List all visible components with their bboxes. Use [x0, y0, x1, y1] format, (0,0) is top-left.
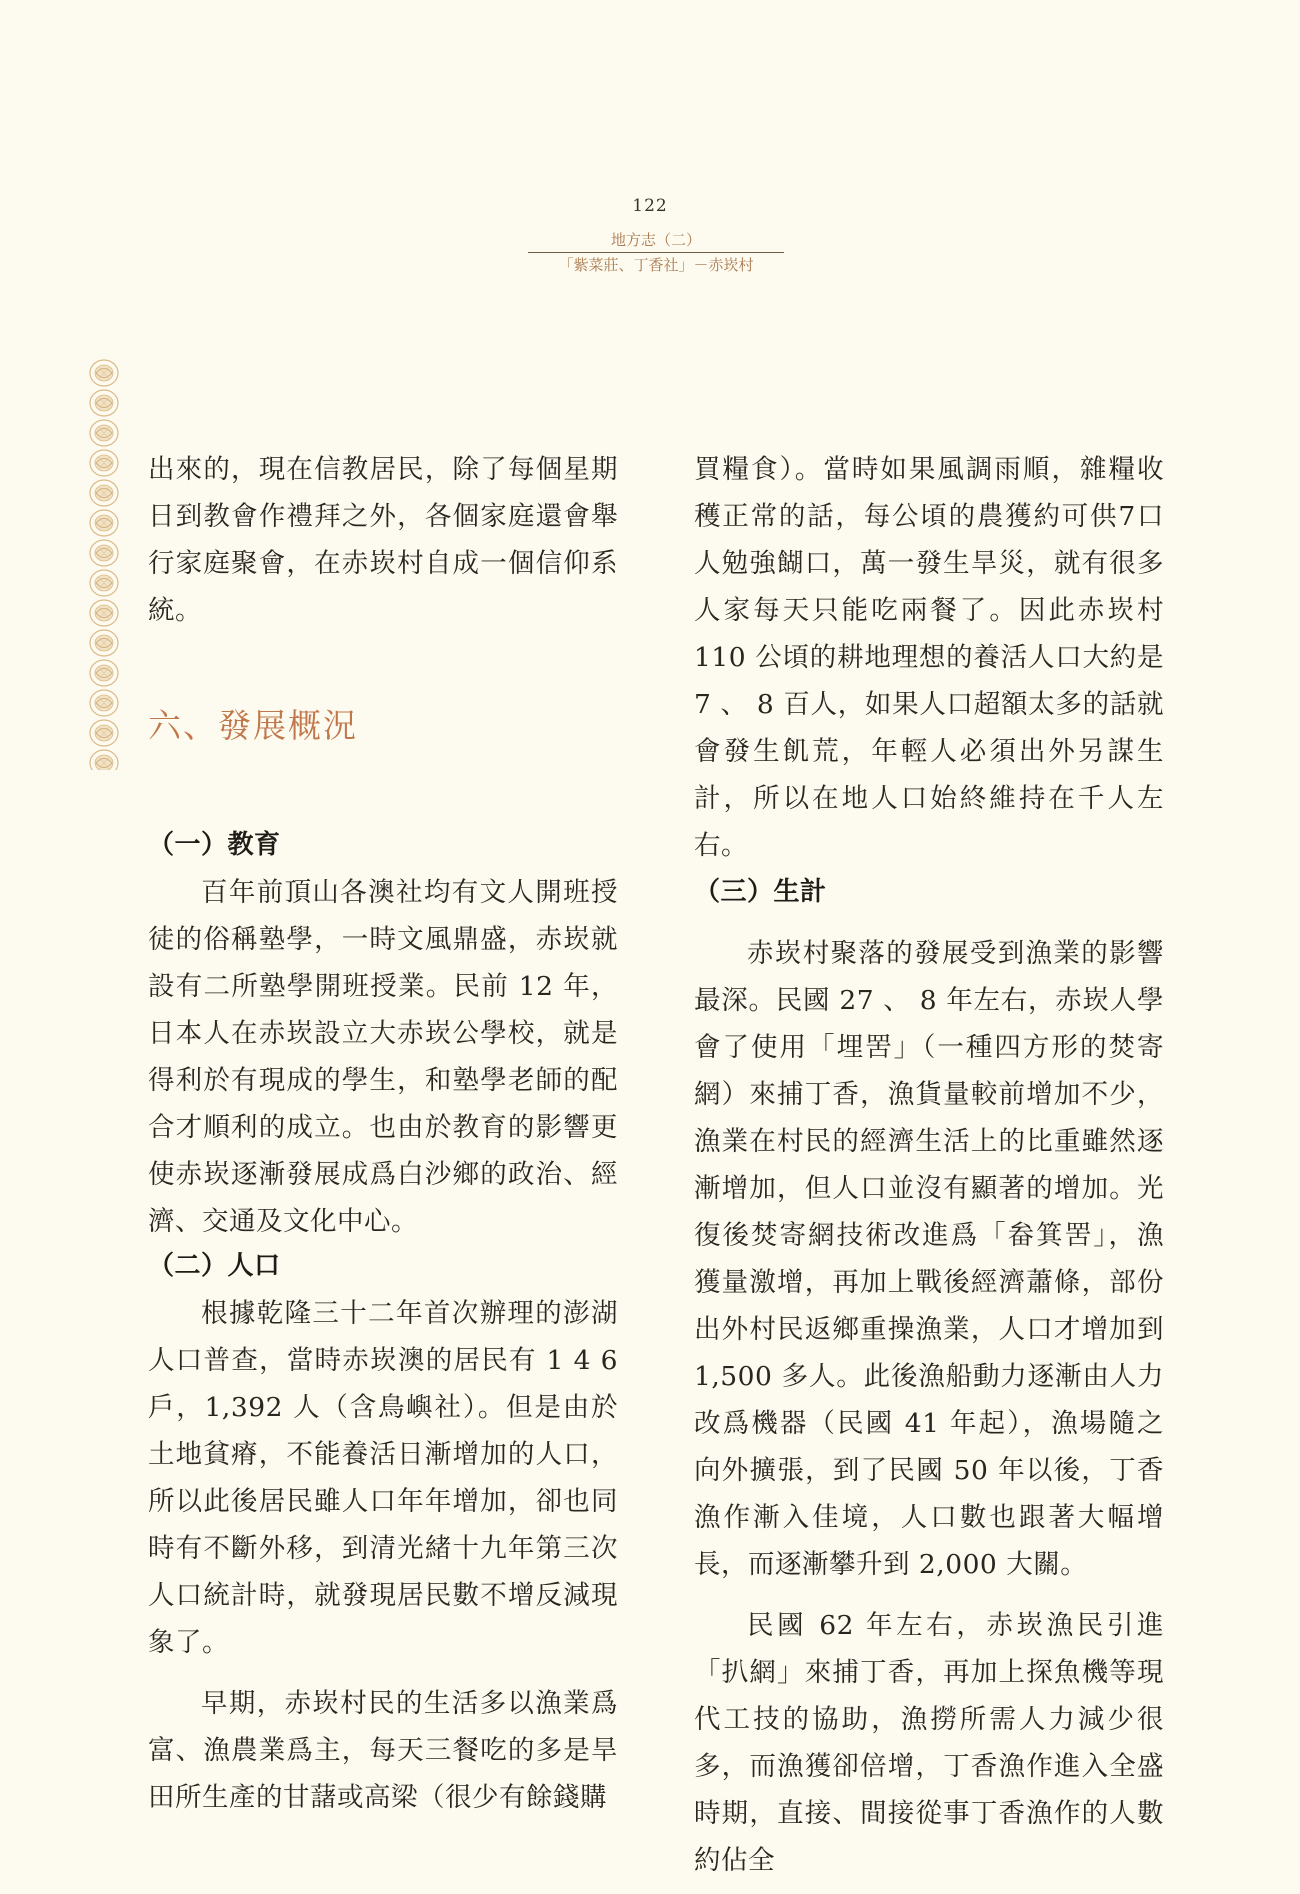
paragraph: 早期，赤崁村民的生活多以漁業爲富、漁農業爲主，每天三餐吃的多是旱田所生產的甘藷或高梁（很少有餘錢購	[148, 1688, 618, 1813]
decorative-ornament-icon	[86, 358, 122, 770]
running-header	[528, 230, 784, 275]
header-title: 地方志（二）	[610, 231, 701, 249]
left-column	[148, 446, 618, 1821]
paragraph: 民國 62 年左右，赤崁漁民引進「扒網」來捕丁香，再加上探魚機等現代工技的協助，漁撈所需人力減少很多，而漁獲卻倍增，丁香漁作進入全盛時期，直接、間接從事丁香漁作的人數約佔全	[694, 1610, 1164, 1876]
subheading-population: （二）人口	[148, 1251, 281, 1281]
section-title: 六、發展概況	[148, 706, 358, 745]
paragraph: 買糧食）。當時如果風調雨順，雜糧收穫正常的話，每公頃的農獲約可供7口人勉強餬口，萬一發生旱災，就有很多人家每天只能吃兩餐了。因此赤崁村 110 公頃的耕地理想的養活人口大約是 7 、 8 百人，如果人口超額太多的話就會發生飢荒，年輕人必須出外另謀生計，所以在地人口始終維持在千人左右。	[694, 454, 1164, 861]
page-number: 122	[632, 196, 668, 216]
paragraph: 赤崁村聚落的發展受到漁業的影響最深。民國 27 、 8 年左右，赤崁人學會了使用「埋罟」（一種四方形的焚寄網）來捕丁香，漁貨量較前增加不少，漁業在村民的經濟生活上的比重雖然逐漸增加，但人口並沒有顯著的增加。光復後焚寄網技術改進爲「畚箕罟」，漁獲量激增，再加上戰後經濟蕭條，部份出外村民返鄉重操漁業，人口才增加到 1,500 多人。此後漁船動力逐漸由人力改爲機器（民國 41 年起），漁場隨之向外擴張，到了民國 50 年以後，丁香漁作漸入佳境，人口數也跟著大幅增長，而逐漸攀升到 2,000 大關。	[694, 938, 1164, 1580]
header-subtitle: 「紫菜莊、丁香社」－赤崁村	[558, 256, 754, 274]
header-divider	[528, 252, 784, 253]
paragraph: 出來的，現在信教居民，除了每個星期日到教會作禮拜之外，各個家庭還會舉行家庭聚會，在赤崁村自成一個信仰系統。	[148, 454, 618, 626]
paragraph: 根據乾隆三十二年首次辦理的澎湖人口普查，當時赤崁澳的居民有 1 4 6 戶，1,392 人（含鳥嶼社）。但是由於土地貧瘠，不能養活日漸增加的人口，所以此後居民雖人口年年增加，卻也同時有不斷外移，到清光緒十九年第三次人口統計時，就發現居民數不增反減現象了。	[148, 1298, 618, 1658]
subheading-education: （一）教育	[148, 830, 281, 860]
paragraph: 百年前頂山各澳社均有文人開班授徒的俗稱塾學，一時文風鼎盛，赤崁就設有二所塾學開班授業。民前 12 年，日本人在赤崁設立大赤崁公學校，就是得利於有現成的學生，和塾學老師的配合才順利的成立。也由於教育的影響更使赤崁逐漸發展成爲白沙鄉的政治、經濟、交通及文化中心。	[148, 877, 618, 1237]
subheading-livelihood: （三）生計	[694, 877, 827, 907]
right-column	[694, 446, 1164, 1884]
